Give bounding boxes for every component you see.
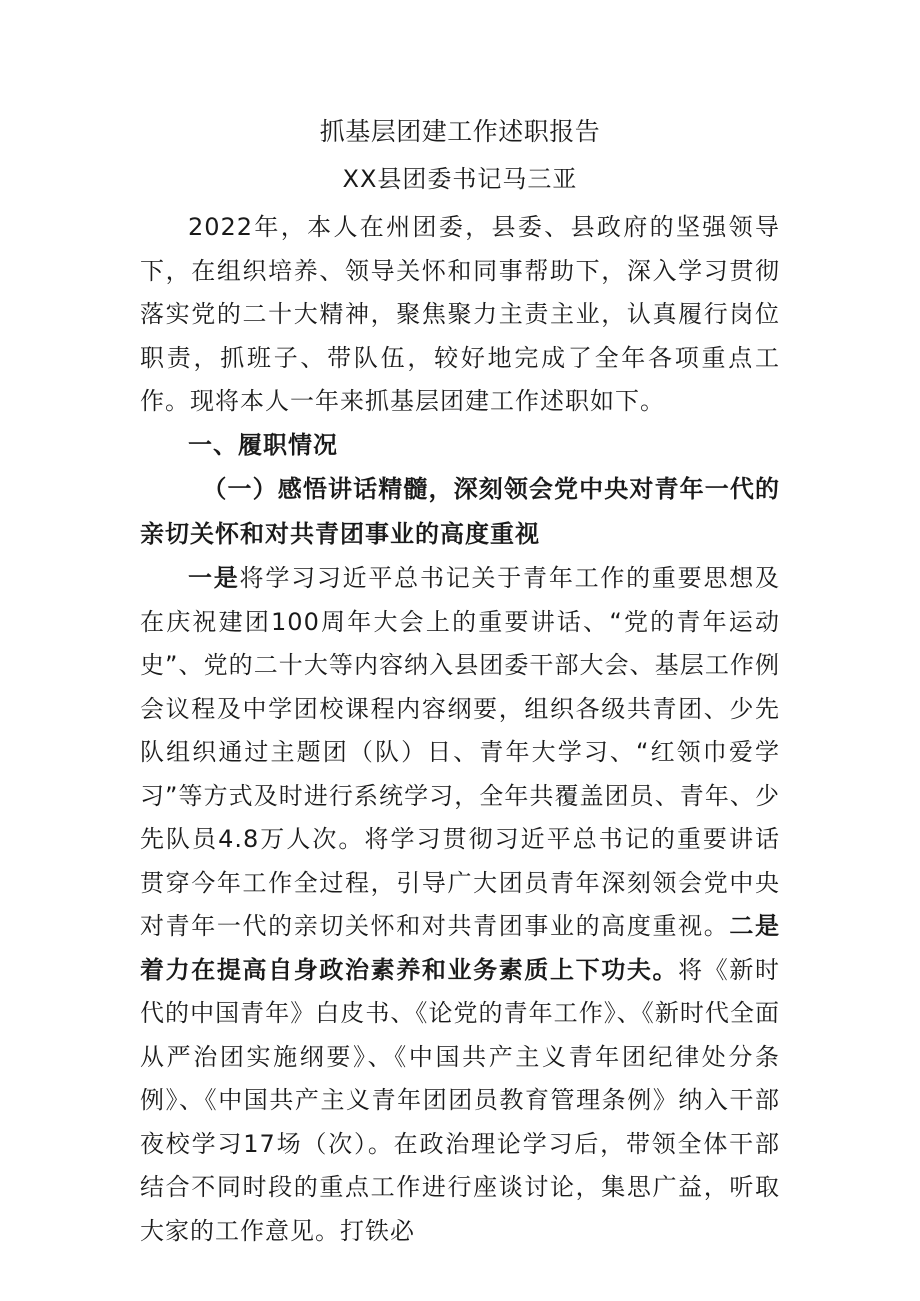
document-subtitle: XX县团委书记马三亚 [342,165,578,193]
document-title: 抓基层团建工作述职报告 [319,117,601,146]
lead-bold-text: 一是 [188,564,240,592]
intro-paragraph: 2022年，本人在州团委，县委、县政府的坚强领导下，在组织培养、领导关怀和同事帮助下，深入学习贯彻落实党的二十大精神，聚焦聚力主责主业，认真履行岗位职责，抓班子、带队伍，较好地完成了全年各项重点工作。现将本人一年来抓基层团建工作述职如下。 [140,213,780,415]
paragraph-text-a: 将学习习近平总书记关于青年工作的重要思想及在庆祝建团100周年大会上的重要讲话、“党的青年运动史”、党的二十大等内容纳入县团委干部大会、基层工作例会议程及中学团校课程内容纲要，组织各级共青团、少先队组织通过主题团（队）日、青年大学习、“红领巾爱学习”等方式及时进行系统学习，全年共覆盖团员、青年、少先队员4.8万人次。将学习贯彻习近平总书记的重要讲话贯穿今年工作全过程，引导广大团员青年深刻领会党中央对青年一代的亲切关怀和对共青团事业的高度重视。 [140,564,780,940]
body-paragraph [140,557,780,1253]
document-body [140,206,780,1253]
paragraph-text-b: 将《新时代的中国青年》白皮书、《论党的青年工作》、《新时代全面从严治团实施纲要》、《中国共产主义青年团纪律处分条例》、《中国共产主义青年团团员教育管理条例》纳入干部夜校学习17场（次）。在政治理论学习后，带领全体干部结合不同时段的重点工作进行座谈讨论，集思广益，听取大家的工作意见。打铁必 [140,955,780,1245]
section-heading: 一、履职情况 [188,430,338,459]
subsection-heading: （一）感悟讲话精髓，深刻领会党中央对青年一代的亲切关怀和对共青团事业的高度重视 [140,475,780,548]
mid-bold-text: 二是着力在提高自身政治素养和业务素质上下功夫。 [140,912,780,984]
